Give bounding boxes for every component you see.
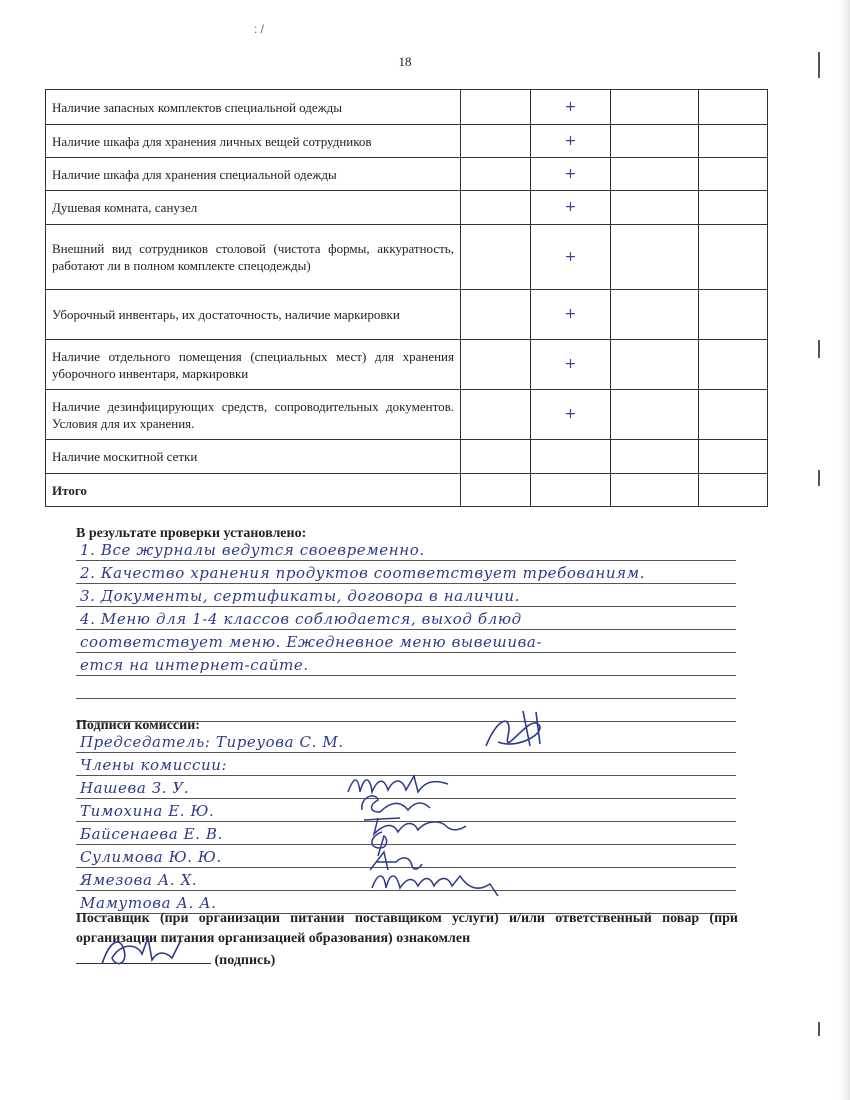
plus-mark: +	[531, 225, 611, 290]
table-row	[46, 390, 768, 440]
criterion-cell: Внешний вид сотрудников столовой (чистота формы, аккуратность, работают ли в полном комплекте спецодежды)	[46, 225, 461, 290]
supplier-signature	[96, 930, 186, 974]
empty-cell	[699, 125, 768, 158]
results-lines	[76, 538, 736, 722]
empty-cell	[611, 440, 699, 474]
checklist-table	[45, 89, 768, 507]
plus-mark: +	[531, 340, 611, 390]
criterion-cell: Душевая комната, санузел	[46, 191, 461, 225]
criterion-cell: Наличие москитной сетки	[46, 440, 461, 474]
handwritten-text: Мамутова А. А.	[80, 894, 217, 912]
plus-mark: +	[531, 158, 611, 191]
handwritten-text: соответствует меню. Ежедневное меню вывешива-	[80, 633, 543, 651]
table-row	[46, 125, 768, 158]
total-label: Итого	[46, 474, 461, 507]
criterion-cell: Наличие запасных комплектов специальной одежды	[46, 90, 461, 125]
table-row	[46, 158, 768, 191]
scan-edge-mark	[818, 1022, 820, 1036]
scan-edge-mark	[818, 52, 820, 78]
mark-cell	[531, 474, 611, 507]
empty-cell	[461, 440, 531, 474]
result-line	[76, 584, 736, 607]
handwritten-text: Ямезова А. Х.	[80, 871, 198, 889]
empty-cell	[461, 191, 531, 225]
handwritten-text: Председатель: Тиреуова С. М.	[80, 733, 344, 751]
empty-cell	[461, 390, 531, 440]
empty-cell	[699, 158, 768, 191]
empty-cell	[461, 158, 531, 191]
empty-cell	[699, 474, 768, 507]
empty-cell	[461, 290, 531, 340]
supplier-text: Поставщик (при организации питании поставщиком услуги) и/или ответственный повар (при организации питания организацией образования) ознакомлен	[76, 911, 738, 946]
empty-cell	[611, 225, 699, 290]
empty-cell	[699, 390, 768, 440]
empty-cell	[611, 90, 699, 125]
table-row	[46, 440, 768, 474]
plus-mark: +	[531, 191, 611, 225]
handwritten-text: 2. Качество хранения продуктов соответствует требованиям.	[80, 564, 646, 582]
scan-edge-shadow	[838, 0, 850, 1100]
handwritten-text: Тимохина Е. Ю.	[80, 802, 215, 820]
empty-cell	[699, 225, 768, 290]
result-line	[76, 561, 736, 584]
empty-cell	[611, 158, 699, 191]
handwritten-text: Байсенаева Е. В.	[80, 825, 223, 843]
empty-cell	[611, 474, 699, 507]
empty-cell	[611, 290, 699, 340]
results-heading: В результате проверки установлено:	[76, 526, 307, 541]
commission-line	[76, 730, 736, 753]
corner-mark: : /	[254, 22, 265, 36]
empty-cell	[461, 90, 531, 125]
plus-mark: +	[531, 290, 611, 340]
plus-mark: +	[531, 390, 611, 440]
empty-cell	[461, 474, 531, 507]
empty-cell	[611, 390, 699, 440]
empty-cell	[699, 340, 768, 390]
handwritten-text: Нашева З. У.	[80, 779, 190, 797]
table-row	[46, 90, 768, 125]
table-row	[46, 340, 768, 390]
empty-cell	[461, 125, 531, 158]
scan-edge-mark	[818, 340, 820, 358]
result-line	[76, 607, 736, 630]
empty-cell	[699, 90, 768, 125]
handwritten-text: ется на интернет-сайте.	[80, 656, 309, 674]
table-row	[46, 225, 768, 290]
chair-signature	[478, 706, 558, 756]
empty-cell	[461, 340, 531, 390]
signature-label: (подпись)	[214, 953, 276, 968]
empty-cell	[611, 191, 699, 225]
criterion-cell: Наличие шкафа для хранения специальной одежды	[46, 158, 461, 191]
mark-cell	[531, 440, 611, 474]
table-row	[46, 290, 768, 340]
handwritten-text: Члены комиссии:	[80, 756, 228, 774]
empty-cell	[461, 225, 531, 290]
page-number: 18	[398, 54, 412, 69]
total-row	[46, 474, 768, 507]
scan-edge-mark	[818, 470, 820, 486]
handwritten-text: Сулимова Ю. Ю.	[80, 848, 222, 866]
handwritten-text: 1. Все журналы ведутся своевременно.	[80, 541, 425, 559]
criterion-cell: Наличие дезинфицирующих средств, сопроводительных документов. Условия для их хранения.	[46, 390, 461, 440]
empty-cell	[611, 125, 699, 158]
empty-cell	[699, 440, 768, 474]
criterion-cell: Уборочный инвентарь, их достаточность, наличие маркировки	[46, 290, 461, 340]
empty-cell	[611, 340, 699, 390]
result-line	[76, 676, 736, 699]
member-signature	[368, 866, 508, 900]
plus-mark: +	[531, 90, 611, 125]
criterion-cell: Наличие шкафа для хранения личных вещей сотрудников	[46, 125, 461, 158]
commission-heading: Подписи комиссии:	[76, 718, 200, 733]
criterion-cell: Наличие отдельного помещения (специальных мест) для хранения уборочного инвентаря, маркировки	[46, 340, 461, 390]
handwritten-text: 4. Меню для 1-4 классов соблюдается, выход блюд	[80, 610, 522, 628]
empty-cell	[699, 191, 768, 225]
result-line	[76, 630, 736, 653]
handwritten-text: 3. Документы, сертификаты, договора в наличии.	[80, 587, 520, 605]
empty-cell	[699, 290, 768, 340]
result-line	[76, 538, 736, 561]
plus-mark: +	[531, 125, 611, 158]
result-line	[76, 653, 736, 676]
table-row	[46, 191, 768, 225]
